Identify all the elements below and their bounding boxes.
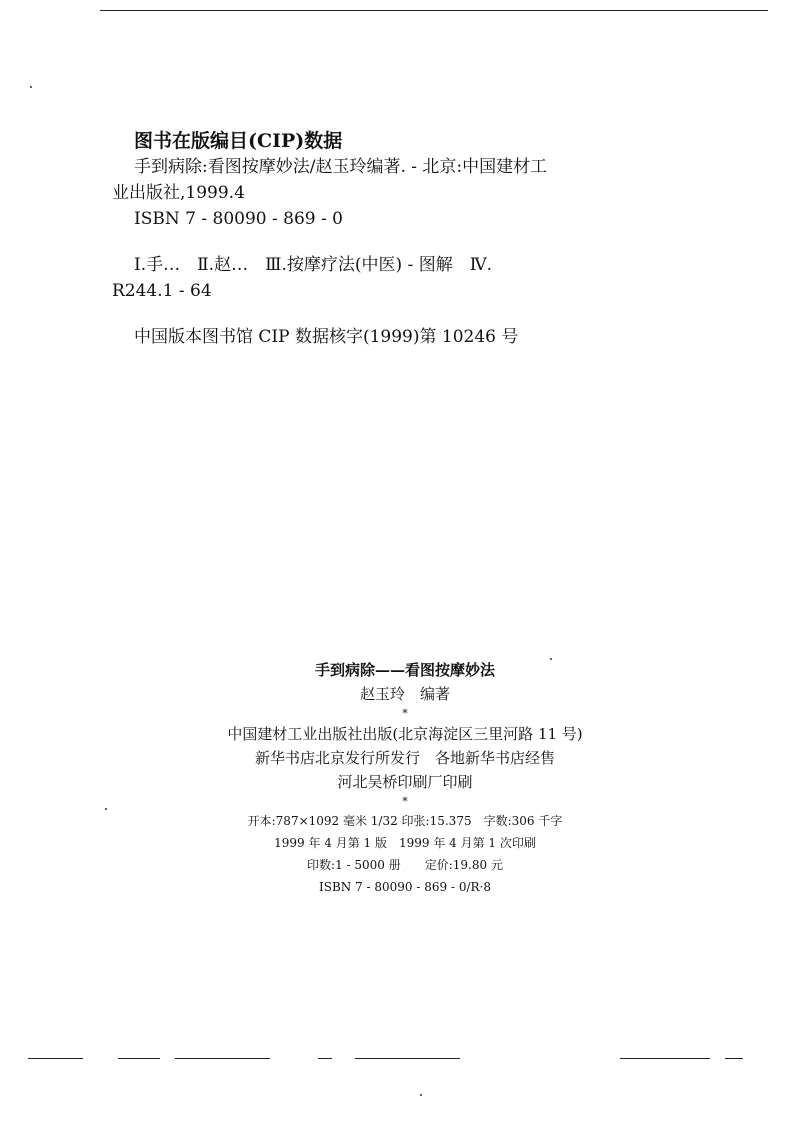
cip-subject-line: Ⅰ.手… Ⅱ.赵… Ⅲ.按摩疗法(中医) - 图解 Ⅳ. xyxy=(134,255,493,275)
scan-speck xyxy=(550,658,552,660)
imprint-print-run: 印数:1 - 5000 册 定价:19.80 元 xyxy=(307,858,503,872)
cip-title-line: 手到病除:看图按摩妙法/赵玉玲编著. - 北京:中国建材工 xyxy=(134,157,548,177)
bottom-rule-segment xyxy=(725,1058,743,1059)
cip-publisher-line: 业出版社,1999.4 xyxy=(112,183,245,203)
imprint-title: 手到病除——看图按摩妙法 xyxy=(314,661,495,679)
cip-isbn-line: ISBN 7 - 80090 - 869 - 0 xyxy=(134,209,343,229)
bottom-rule-segment xyxy=(318,1058,332,1059)
imprint-distributor: 新华书店北京发行所发行 各地新华书店经售 xyxy=(254,749,555,767)
imprint-publisher: 中国建材工业出版社出版(北京海淀区三里河路 11 号) xyxy=(227,725,583,743)
scan-speck xyxy=(105,808,107,810)
imprint-separator-1: * xyxy=(402,707,408,720)
scan-speck xyxy=(420,1094,422,1096)
scan-speck xyxy=(30,86,32,88)
imprint-edition: 1999 年 4 月第 1 版 1999 年 4 月第 1 次印刷 xyxy=(274,836,536,850)
bottom-rule-segment xyxy=(620,1058,710,1059)
imprint-author: 赵玉玲 编著 xyxy=(359,685,450,703)
cip-data-block xyxy=(112,128,692,350)
cip-number-line: 中国版本图书馆 CIP 数据核字(1999)第 10246 号 xyxy=(134,327,519,347)
imprint-format: 开本:787×1092 毫米 1/32 印张:15.375 字数:306 千字 xyxy=(247,814,563,828)
bottom-rule-segment xyxy=(355,1058,460,1059)
bottom-rule-segment xyxy=(28,1058,83,1059)
imprint-printer: 河北吴桥印刷厂印刷 xyxy=(337,773,473,791)
imprint-separator-2: * xyxy=(402,795,408,808)
bottom-rule-segment xyxy=(118,1058,160,1059)
imprint-block xyxy=(120,658,690,898)
cip-class-line: R244.1 - 64 xyxy=(112,281,212,301)
imprint-isbn: ISBN 7 - 80090 - 869 - 0/R·8 xyxy=(318,880,492,894)
top-rule xyxy=(100,10,768,11)
bottom-rule-segment xyxy=(175,1058,270,1059)
cip-heading: 图书在版编目(CIP)数据 xyxy=(134,130,343,152)
